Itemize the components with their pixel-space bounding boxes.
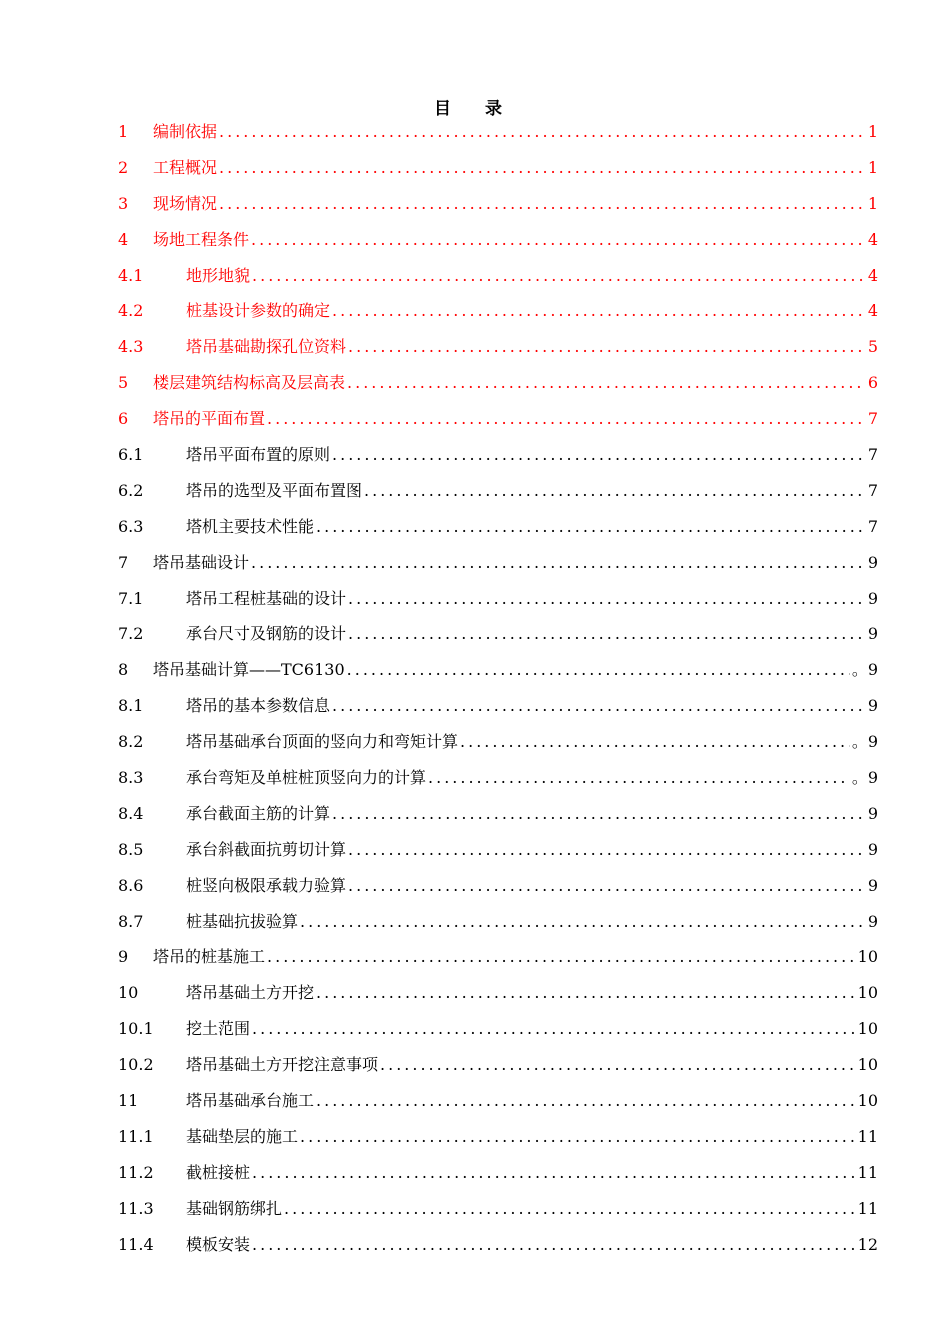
toc-entry-title: 塔吊的桩基施工 xyxy=(153,947,266,967)
toc-entry-title: 塔吊基础计算——TC6130 xyxy=(153,660,345,680)
toc-entry[interactable] xyxy=(118,150,878,186)
dot-leader xyxy=(300,904,866,940)
toc-entry[interactable] xyxy=(118,975,878,1011)
toc-entry-number: 11.2 xyxy=(118,1162,154,1182)
toc-entry-title: 截桩接桩 xyxy=(186,1162,251,1182)
toc-entry-number: 4 xyxy=(118,229,129,249)
toc-entry-number: 4.3 xyxy=(118,337,144,357)
toc-entry-page: 9 xyxy=(867,552,878,572)
toc-entry[interactable] xyxy=(118,401,878,437)
dot-leader xyxy=(332,293,866,329)
toc-entry[interactable] xyxy=(118,365,878,401)
toc-entry-page: 。9 xyxy=(851,660,878,680)
dot-leader xyxy=(316,1083,856,1119)
toc-entry-title: 基础垫层的施工 xyxy=(186,1126,299,1146)
toc-entry-page: 6 xyxy=(867,373,878,393)
toc-entry[interactable] xyxy=(118,796,878,832)
toc-entry-number: 6.3 xyxy=(118,516,144,536)
toc-entry-number: 4.2 xyxy=(118,301,144,321)
toc-entry-number: 8.6 xyxy=(118,875,144,895)
dot-leader xyxy=(219,186,866,222)
toc-entry-title: 塔吊工程桩基础的设计 xyxy=(186,588,347,608)
dot-leader xyxy=(348,868,866,904)
toc-entry-title: 承台斜截面抗剪切计算 xyxy=(186,839,347,859)
dot-leader xyxy=(316,975,856,1011)
dot-leader xyxy=(316,509,866,545)
toc-entry-title: 桩基设计参数的确定 xyxy=(186,301,331,321)
toc-entry-page: 7 xyxy=(867,480,878,500)
toc-entry-title: 塔吊基础设计 xyxy=(153,552,250,572)
toc-entry-title: 承台尺寸及钢筋的设计 xyxy=(186,624,347,644)
toc-entry-number: 7.1 xyxy=(118,588,144,608)
toc-entry-title: 场地工程条件 xyxy=(153,229,250,249)
toc-entry[interactable] xyxy=(118,545,878,581)
toc-entry[interactable] xyxy=(118,329,878,365)
toc-entry-number: 7 xyxy=(118,552,129,572)
toc-entry-title: 承台弯矩及单桩桩顶竖向力的计算 xyxy=(186,768,427,788)
toc-entry-number: 4.1 xyxy=(118,265,144,285)
toc-entry-number: 11.4 xyxy=(118,1234,154,1254)
toc-entry[interactable] xyxy=(118,1047,878,1083)
toc-entry-number: 11.3 xyxy=(118,1198,154,1218)
toc-entry-page: 1 xyxy=(867,122,878,141)
toc-entry-title: 塔吊基础承台施工 xyxy=(186,1091,315,1111)
toc-entry-title: 桩基础抗拔验算 xyxy=(186,911,299,931)
toc-entry-title: 地形地貌 xyxy=(186,265,251,285)
toc-entry[interactable] xyxy=(118,1227,878,1263)
dot-leader xyxy=(332,688,866,724)
toc-entry-number: 3 xyxy=(118,193,129,213)
dot-leader xyxy=(364,473,866,509)
toc-entry[interactable] xyxy=(118,1155,878,1191)
toc-entry-page: 11 xyxy=(857,1126,878,1146)
toc-entry-page: 。9 xyxy=(851,732,878,752)
table-of-contents xyxy=(118,114,878,1263)
dot-leader xyxy=(348,616,866,652)
toc-entry-title: 塔吊基础勘探孔位资料 xyxy=(186,337,347,357)
toc-entry-page: 。9 xyxy=(851,768,878,788)
toc-entry-title: 塔机主要技术性能 xyxy=(186,516,315,536)
dot-leader xyxy=(347,365,866,401)
toc-entry-page: 7 xyxy=(867,516,878,536)
toc-entry-page: 4 xyxy=(867,301,878,321)
dot-leader xyxy=(219,114,866,150)
dot-leader xyxy=(300,1119,856,1155)
toc-entry-title: 承台截面主筋的计算 xyxy=(186,803,331,823)
toc-entry[interactable] xyxy=(118,222,878,258)
dot-leader xyxy=(252,258,866,294)
toc-entry-page: 4 xyxy=(867,265,878,285)
toc-entry[interactable] xyxy=(118,509,878,545)
toc-entry[interactable] xyxy=(118,581,878,617)
toc-entry-title: 工程概况 xyxy=(153,157,218,177)
dot-leader xyxy=(267,939,856,975)
toc-entry-number: 5 xyxy=(118,373,129,393)
toc-entry-title: 桩竖向极限承载力验算 xyxy=(186,875,347,895)
toc-entry[interactable] xyxy=(118,939,878,975)
toc-entry[interactable] xyxy=(118,1191,878,1227)
toc-entry[interactable] xyxy=(118,258,878,294)
toc-entry[interactable] xyxy=(118,868,878,904)
toc-entry-title: 塔吊基础承台顶面的竖向力和弯矩计算 xyxy=(186,732,459,752)
dot-leader xyxy=(332,796,866,832)
toc-entry-page: 7 xyxy=(867,409,878,429)
dot-leader xyxy=(428,760,850,796)
toc-entry[interactable] xyxy=(118,114,878,150)
toc-entry[interactable] xyxy=(118,473,878,509)
dot-leader xyxy=(460,724,850,760)
toc-entry-number: 8.4 xyxy=(118,803,144,823)
toc-entry-title: 楼层建筑结构标高及层高表 xyxy=(153,373,346,393)
toc-entry-page: 12 xyxy=(857,1234,878,1254)
toc-entry-page: 11 xyxy=(857,1162,878,1182)
toc-entry-page: 10 xyxy=(857,1091,878,1111)
toc-entry-title: 现场情况 xyxy=(153,193,218,213)
dot-leader xyxy=(252,1155,856,1191)
toc-entry[interactable] xyxy=(118,293,878,329)
toc-entry-page: 11 xyxy=(857,1198,878,1218)
toc-entry-number: 8.3 xyxy=(118,768,144,788)
toc-entry-number: 11.1 xyxy=(118,1126,154,1146)
toc-entry-title: 塔吊的选型及平面布置图 xyxy=(186,480,363,500)
toc-entry-page: 10 xyxy=(857,983,878,1003)
toc-entry-number: 10.2 xyxy=(118,1055,154,1075)
toc-entry-title: 塔吊基础土方开挖注意事项 xyxy=(186,1055,379,1075)
toc-entry-number: 9 xyxy=(118,947,129,967)
toc-entry-page: 10 xyxy=(857,1055,878,1075)
toc-entry-title: 塔吊的平面布置 xyxy=(153,409,266,429)
toc-entry-number: 11 xyxy=(118,1091,139,1111)
toc-entry-title: 基础钢筋绑扎 xyxy=(186,1198,283,1218)
toc-entry-title: 塔吊的基本参数信息 xyxy=(186,696,331,716)
toc-entry[interactable] xyxy=(118,760,878,796)
toc-entry[interactable] xyxy=(118,1119,878,1155)
toc-entry-page: 10 xyxy=(857,1019,878,1039)
toc-entry-number: 6 xyxy=(118,409,129,429)
dot-leader xyxy=(348,832,866,868)
toc-entry-title: 塔吊平面布置的原则 xyxy=(186,445,331,465)
toc-entry-page: 7 xyxy=(867,445,878,465)
toc-entry-page: 1 xyxy=(867,157,878,177)
toc-entry-page: 5 xyxy=(867,337,878,357)
toc-entry-page: 4 xyxy=(867,229,878,249)
toc-entry[interactable] xyxy=(118,652,878,688)
dot-leader xyxy=(347,652,850,688)
dot-leader xyxy=(332,437,866,473)
toc-entry-page: 1 xyxy=(867,193,878,213)
toc-entry[interactable] xyxy=(118,832,878,868)
dot-leader xyxy=(267,401,866,437)
toc-entry[interactable] xyxy=(118,1083,878,1119)
toc-entry-number: 6.1 xyxy=(118,445,144,465)
toc-entry-page: 9 xyxy=(867,911,878,931)
toc-entry-number: 8.7 xyxy=(118,911,144,931)
toc-entry-title: 塔吊基础土方开挖 xyxy=(186,983,315,1003)
toc-title: 目 录 xyxy=(434,99,516,119)
toc-entry-page: 9 xyxy=(867,803,878,823)
toc-entry-number: 2 xyxy=(118,157,129,177)
toc-entry-page: 10 xyxy=(857,947,878,967)
toc-entry-page: 9 xyxy=(867,875,878,895)
toc-entry-number: 8 xyxy=(118,660,129,680)
toc-entry-page: 9 xyxy=(867,624,878,644)
toc-entry-number: 7.2 xyxy=(118,624,144,644)
toc-entry-title: 挖土范围 xyxy=(186,1019,251,1039)
toc-entry[interactable] xyxy=(118,688,878,724)
dot-leader xyxy=(380,1047,856,1083)
toc-entry[interactable] xyxy=(118,186,878,222)
toc-entry-number: 1 xyxy=(118,122,129,141)
dot-leader xyxy=(252,1227,856,1263)
toc-entry-page: 9 xyxy=(867,839,878,859)
dot-leader xyxy=(348,329,866,365)
toc-entry-number: 8.2 xyxy=(118,732,144,752)
toc-entry-number: 6.2 xyxy=(118,480,144,500)
toc-entry-number: 8.1 xyxy=(118,696,144,716)
toc-entry-page: 9 xyxy=(867,696,878,716)
toc-entry-title: 模板安装 xyxy=(186,1234,251,1254)
toc-entry[interactable] xyxy=(118,904,878,940)
toc-entry-page: 9 xyxy=(867,588,878,608)
toc-entry-number: 10 xyxy=(118,983,139,1003)
toc-entry[interactable] xyxy=(118,437,878,473)
dot-leader xyxy=(251,545,866,581)
dot-leader xyxy=(348,581,866,617)
toc-entry-number: 8.5 xyxy=(118,839,144,859)
dot-leader xyxy=(219,150,866,186)
dot-leader xyxy=(251,222,866,258)
toc-entry[interactable] xyxy=(118,616,878,652)
toc-entry[interactable] xyxy=(118,724,878,760)
toc-entry-number: 10.1 xyxy=(118,1019,154,1039)
toc-entry[interactable] xyxy=(118,1011,878,1047)
dot-leader xyxy=(284,1191,856,1227)
dot-leader xyxy=(252,1011,856,1047)
toc-entry-title: 编制依据 xyxy=(153,122,218,141)
